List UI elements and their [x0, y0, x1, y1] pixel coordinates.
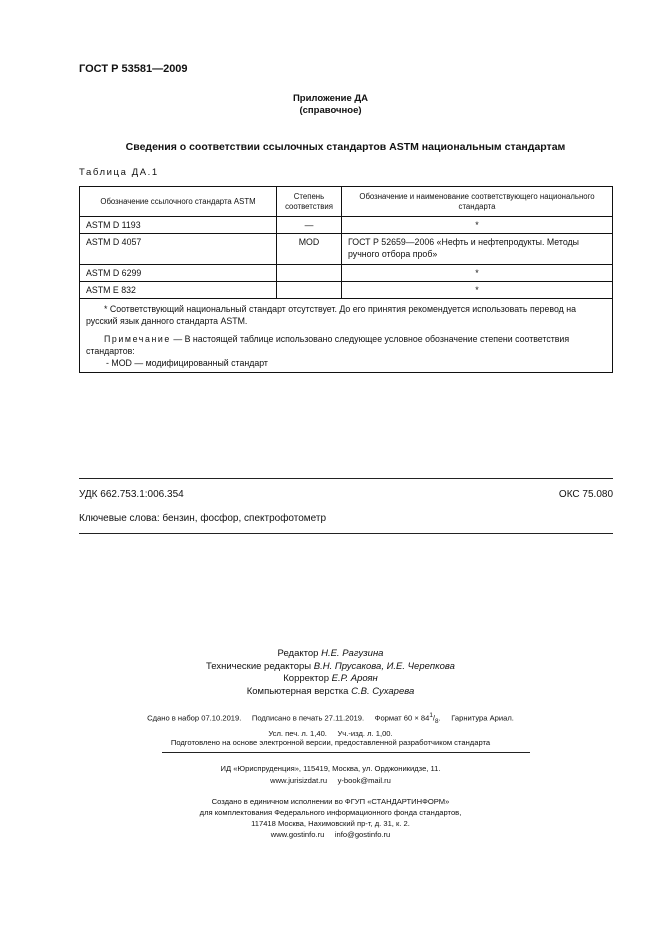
cell-degree: —: [277, 217, 342, 234]
cell-national: *: [342, 282, 613, 299]
udk-code: УДК 662.753.1:006.354: [79, 489, 184, 500]
credit-layout: Компьютерная верстка С.В. Сухарева: [246, 685, 415, 697]
table-caption: Таблица ДА.1: [79, 167, 159, 178]
divider-top: [79, 478, 613, 479]
printer-line3: 117418 Москва, Нахимовский пр-т, д. 31, к. 2.: [251, 819, 410, 828]
table-row: [80, 217, 613, 234]
document-code: ГОСТ Р 53581—2009: [79, 63, 188, 75]
printer-line4: www.gostinfo.ru info@gostinfo.ru: [270, 830, 391, 839]
appendix-block: [0, 93, 661, 117]
cell-astm: ASTM D 4057: [80, 234, 277, 265]
divider-publisher: [162, 752, 530, 753]
publisher-line2: www.jurisizdat.ru y-book@mail.ru: [270, 776, 391, 785]
cell-degree: [277, 265, 342, 282]
table-notes: [80, 299, 613, 373]
keywords: Ключевые слова: бензин, фосфор, спектрофотометр: [79, 513, 327, 524]
table-header-row: [80, 187, 613, 217]
appendix-subtitle: (справочное): [299, 105, 362, 116]
printer-line1: Создано в единичном исполнении во ФГУП «СТАНДАРТИНФОРМ»: [211, 797, 450, 806]
cell-national: ГОСТ Р 52659—2006 «Нефть и нефтепродукты. Методы ручного отбора проб»: [342, 234, 613, 265]
cell-degree: MOD: [277, 234, 342, 265]
printer-block: [0, 796, 661, 840]
appendix-title: Приложение ДА: [292, 93, 369, 104]
table-notes-row: [80, 299, 613, 373]
standards-table: [79, 186, 613, 373]
note-text: — В настоящей таблице использовано следующее условное обозначение степени соответствия стандартов:: [86, 334, 570, 356]
cell-degree: [277, 282, 342, 299]
table-footnote: * Соответствующий национальный стандарт отсутствует. До его принятия рекомендуется использовать перевод на русский язык данного стандарта ASTM.: [86, 304, 577, 326]
print-info-line1: Сдано в набор 07.10.2019. Подписано в печать 27.11.2019. Формат $60 \times 84^1/_8$. Гарнитура Ариал.: [147, 712, 514, 726]
table-row: [80, 234, 613, 265]
print-info-line2: Усл. печ. л. 1,40. Уч.-изд. л. 1,00.: [268, 729, 393, 739]
table-row: [80, 265, 613, 282]
print-info-line3: Подготовлено на основе электронной версии, предоставленной разработчиком стандарта: [170, 738, 491, 747]
cell-astm: ASTM E 832: [80, 282, 277, 299]
section-heading: Сведения о соответствии ссылочных стандартов ASTM национальным стандартам: [125, 141, 566, 153]
print-info: [0, 710, 661, 740]
printer-line2: для комплектования Федерального информационного фонда стандартов,: [199, 808, 462, 817]
divider-bottom: [79, 533, 613, 534]
column-header-national: Обозначение и наименование соответствующего национального стандарта: [342, 187, 613, 217]
credit-tech-editors: Технические редакторы В.Н. Прусакова, И.Е. Черепкова: [206, 660, 455, 672]
credit-editor: Редактор Н.Е. Рагузина: [277, 648, 384, 659]
column-header-degree: Степень соответствия: [277, 187, 342, 217]
table-note: [86, 333, 606, 357]
cell-astm: ASTM D 1193: [80, 217, 277, 234]
note-item: - MOD — модифицированный стандарт: [106, 358, 268, 368]
table-row: [80, 282, 613, 299]
cell-national: *: [342, 217, 613, 234]
column-header-astm: Обозначение ссылочного стандарта ASTM: [80, 187, 277, 217]
credits-block: [0, 648, 661, 698]
note-label: Примечание: [104, 334, 171, 344]
publisher-block: [0, 763, 661, 787]
oks-code: ОКС 75.080: [558, 489, 613, 500]
cell-astm: ASTM D 6299: [80, 265, 277, 282]
credit-corrector: Корректор Е.Р. Ароян: [283, 673, 378, 684]
publisher-line1: ИД «Юриспруденция», 115419, Москва, ул. Орджоникидзе, 11.: [220, 764, 441, 773]
cell-national: *: [342, 265, 613, 282]
